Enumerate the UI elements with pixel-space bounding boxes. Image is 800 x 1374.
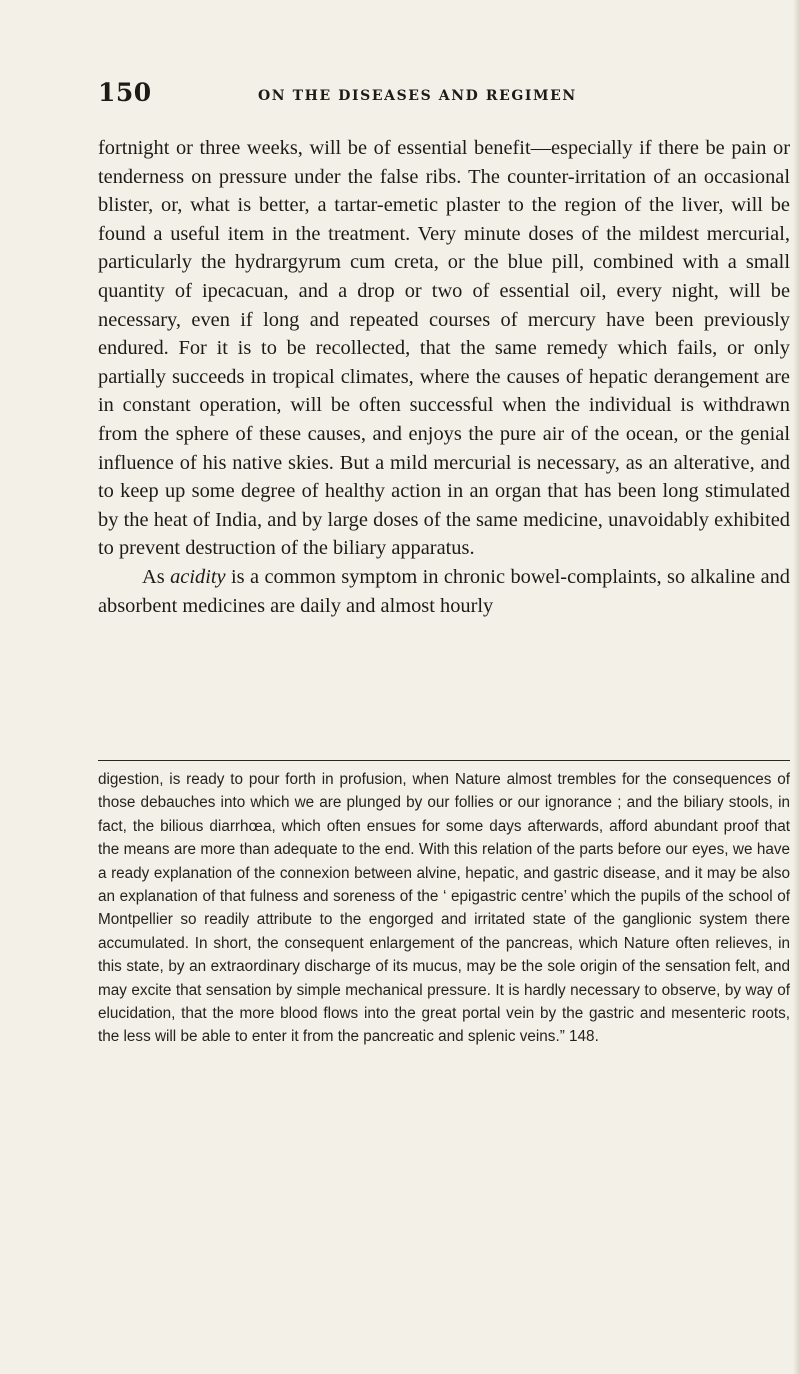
page-header <box>98 78 798 118</box>
paragraph-2-rest: is a common symptom in chronic bowel-complaints, so alkaline and absorbent medicines are daily and almost hourly <box>98 565 791 617</box>
running-head: ON THE DISEASES AND REGIMEN <box>258 88 577 104</box>
paragraph-2 <box>98 563 790 620</box>
page-number: 150 <box>98 78 152 107</box>
footnote-text: digestion, is ready to pour forth in profusion, when Nature almost trembles for the consequences of those debauches into which we are plunged by our follies or our ignorance ; and the biliary stools, in fact, the bilious diarrhœa, which often ensues for some days afterwards, afford abundant proof that the means are more than adequate to the end. With this relation of the parts before our eyes, we have a ready explanation of the connexion between alvine, hepatic, and gastric disease, and it may be also an explanation of that fulness and soreness of the ‘ epigastric centre’ which the pupils of the school of Montpellier so readily attribute to the engorged and irritated state of the ganglionic system there accumulated. In short, the consequent enlargement of the pancreas, which Nature often relieves, in this state, by an extraordinary discharge of its mucus, may be the sole origin of the sensation felt, and may excite that sensation by simple mechanical pressure. It is hardly necessary to observe, by way of elucidation, that the more blood flows into the great portal vein by the gastric and mesenteric roots, the less will be able to enter it from the pancreatic and splenic veins.” 148. <box>98 771 790 1046</box>
main-text <box>98 134 790 620</box>
footnote-rule <box>98 760 790 761</box>
footnote <box>98 768 790 1049</box>
paragraph-2-start: As <box>142 565 171 588</box>
page-edge-shadow <box>793 0 800 1374</box>
italic-term-acidity: acidity <box>170 565 226 588</box>
paragraph-1: fortnight or three weeks, will be of essential benefit—especially if there be pain or tenderness on pressure under the false ribs. The counter-irritation of an occasional blister, or, what is better, a tartar-emetic plaster to the region of the liver, will be found a useful item in the treatment. Very minute doses of the mildest mercurial, particularly the hydrargyrum cum creta, or the blue pill, combined with a small quantity of ipecacuan, and a drop or two of essential oil, every night, will be necessary, even if long and repeated courses of mercury have been previously endured. For it is to be recollected, that the same remedy which fails, or only partially succeeds in tropical climates, where the causes of hepatic derangement are in constant operation, will be often successful when the individual is withdrawn from the sphere of these causes, and enjoys the pure air of the ocean, or the genial influence of his native skies. But a mild mercurial is necessary, as an alterative, and to keep up some degree of healthy action in an organ that has been long stimulated by the heat of India, and by large doses of the same medicine, unavoidably exhibited to prevent destruction of the biliary apparatus. <box>98 137 790 560</box>
